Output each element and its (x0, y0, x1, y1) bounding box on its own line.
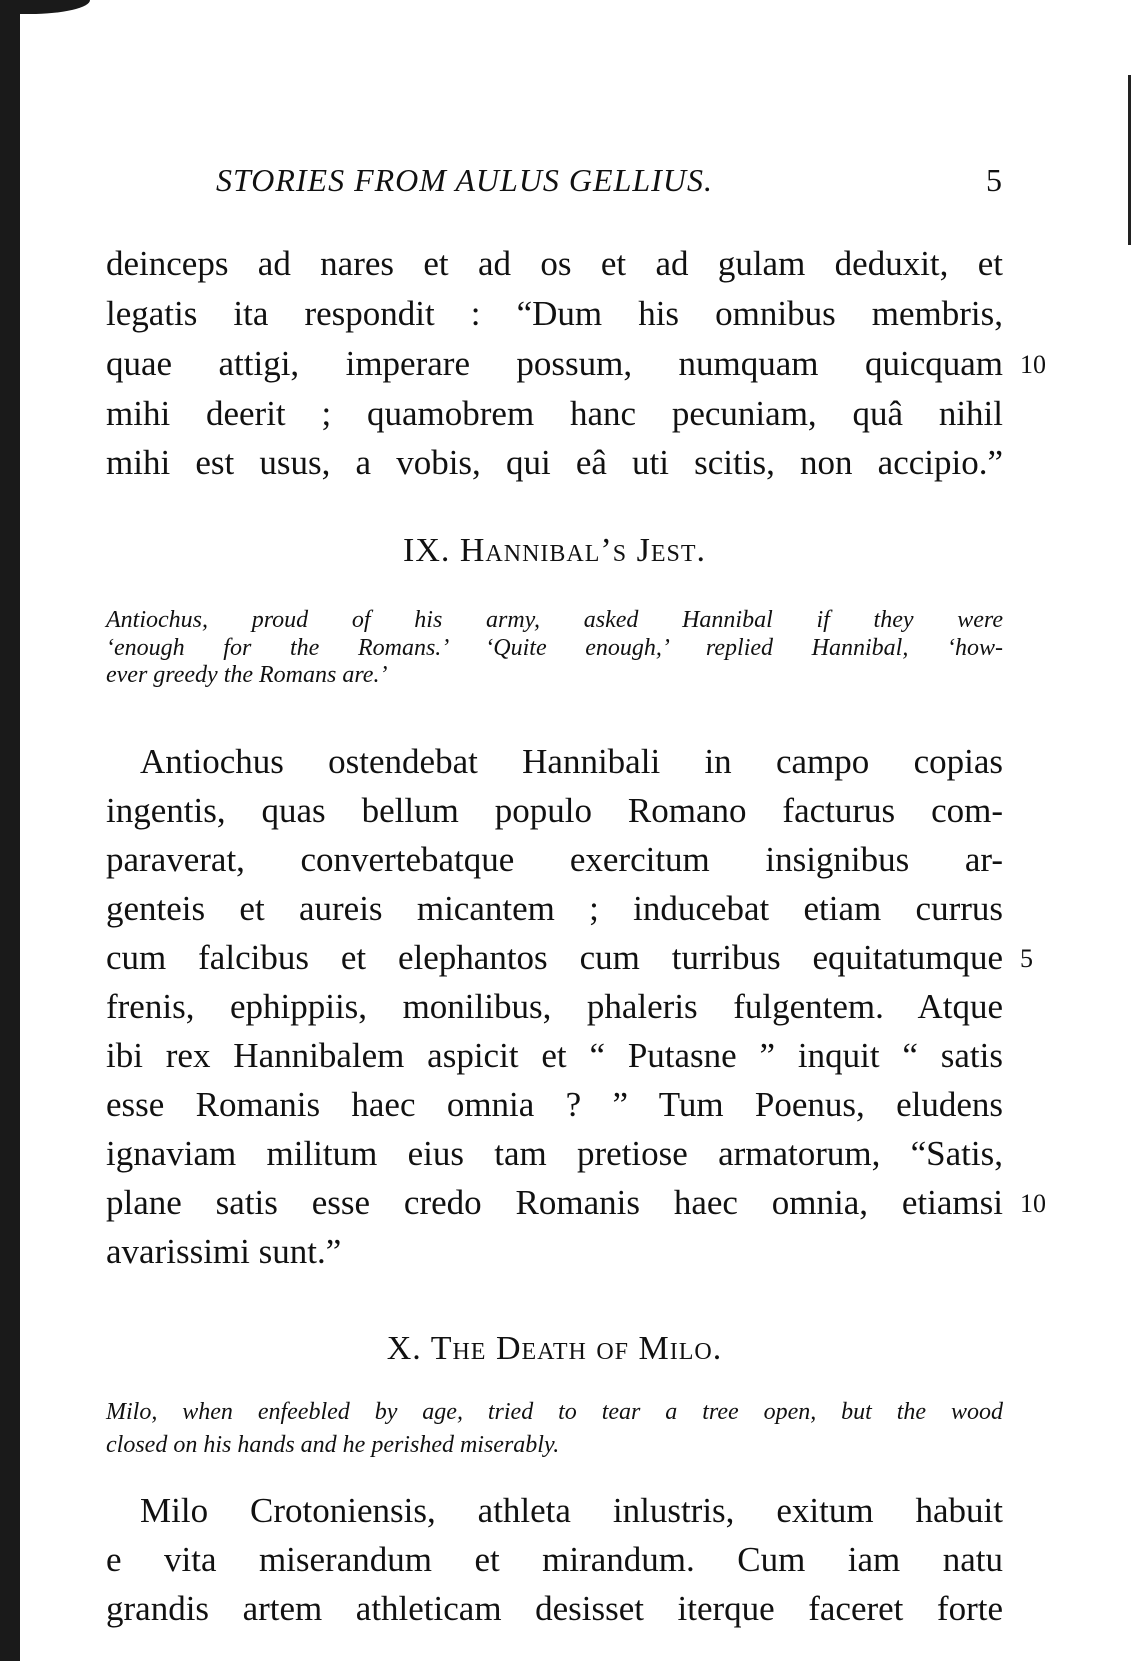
summary-line: ever greedy the Romans are.’ (106, 662, 388, 688)
body-line: ignaviam militum eius tam pretiose armatorum, “Satis, (106, 1134, 1003, 1173)
body-line: paraverat, convertebatque exercitum insignibus ar- (106, 840, 1003, 879)
running-title: STORIES FROM AULUS GELLIUS. (216, 162, 713, 198)
body-line: ibi rex Hannibalem aspicit et “ Putasne ” inquit “ satis (106, 1036, 1003, 1075)
body-line: cum falcibus et elephantos cum turribus equitatumque (106, 938, 1003, 977)
line-number: 10 (1020, 1189, 1046, 1218)
body-line: grandis artem athleticam desisset iterque faceret forte (106, 1589, 1003, 1628)
summary-line: ‘enough for the Romans.’ ‘Quite enough,’ replied Hannibal, ‘how- (106, 635, 1003, 661)
body-line: avarissimi sunt.” (106, 1232, 342, 1271)
body-line: Milo Crotoniensis, athleta inlustris, exitum habuit (140, 1491, 1003, 1530)
section-heading-x: X. The Death of Milo. (386, 1330, 723, 1367)
body-line: Antiochus ostendebat Hannibali in campo copias (140, 742, 1003, 781)
body-line: genteis et aureis micantem ; inducebat etiam currus (106, 889, 1003, 928)
body-line: legatis ita respondit : “Dum his omnibus membris, (106, 294, 1003, 333)
body-line: e vita miserandum et mirandum. Cum iam natu (106, 1540, 1003, 1579)
body-line: mihi est usus, a vobis, qui eâ uti scitis, non accipio.” (106, 443, 1003, 482)
summary-line: Milo, when enfeebled by age, tried to tear a tree open, but the wood (106, 1399, 1003, 1425)
body-line: mihi deerit ; quamobrem hanc pecuniam, quâ nihil (106, 394, 1003, 433)
section-heading-ix: IX. Hannibal’s Jest. (403, 532, 706, 569)
body-line: ingentis, quas bellum populo Romano facturus com- (106, 791, 1003, 830)
line-number: 5 (1020, 944, 1033, 973)
body-line: quae attigi, imperare possum, numquam quicquam (106, 344, 1003, 383)
scan-page-edge (0, 0, 20, 1661)
scan-page-corner (0, 0, 90, 14)
line-number: 10 (1020, 350, 1046, 379)
summary-line: closed on his hands and he perished miserably. (106, 1432, 560, 1458)
body-line: esse Romanis haec omnia ? ” Tum Poenus, eludens (106, 1085, 1003, 1124)
body-line: frenis, ephippiis, monilibus, phaleris fulgentem. Atque (106, 987, 1003, 1026)
body-line: deinceps ad nares et ad os et ad gulam deduxit, et (106, 244, 1003, 283)
scan-right-edge (1128, 75, 1131, 245)
summary-line: Antiochus, proud of his army, asked Hannibal if they were (106, 607, 1003, 633)
page-number: 5 (986, 162, 1003, 198)
body-line: plane satis esse credo Romanis haec omnia, etiamsi (106, 1183, 1003, 1222)
